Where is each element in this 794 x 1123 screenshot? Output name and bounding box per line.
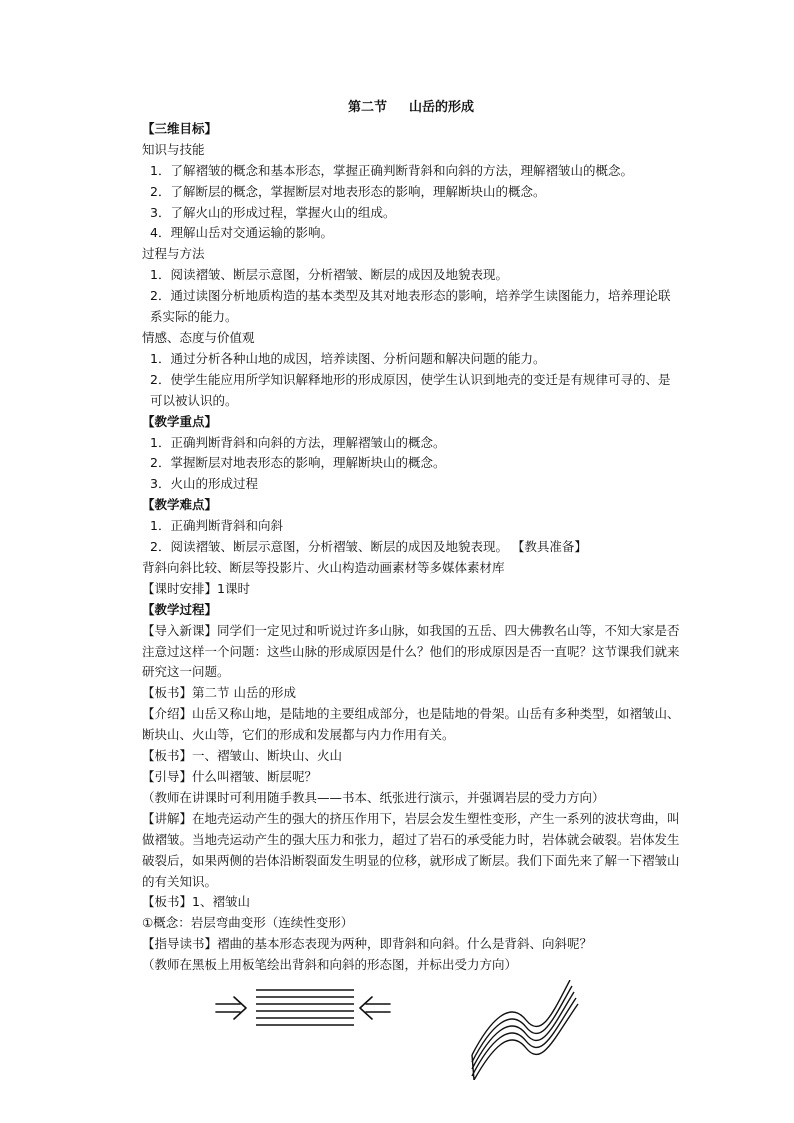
text-line: 【课时安排】1课时 [142,580,250,596]
document-body [142,98,680,976]
text-line: 2．通过读图分析地质构造的基本类型及其对地表形态的影响，培养学生读图能力，培养理论联系实际的能力。 [150,288,671,325]
fold-diagram [210,980,590,1080]
text-line: （教师在讲课时可利用随手教具——书本、纸张进行演示，并强调岩层的受力方向） [142,789,605,805]
folded-rock-layers [472,980,578,1080]
text-lines [142,119,680,976]
double-arrow-right-icon [216,997,246,1019]
text-line: 【引导】什么叫褶皱、断层呢？ [142,769,318,784]
section-name: 山岳的形成 [409,100,475,115]
text-line: 3．火山的形成过程 [150,476,258,492]
text-line: 【教学过程】 [142,601,218,617]
text-line: 2．了解断层的概念，掌握断层对地表形态的影响，理解断块山的概念。 [150,183,546,199]
text-line: 【教学重点】 [142,413,218,429]
text-line: 1．阅读褶皱、断层示意图，分析褶皱、断层的成因及地貌表现。 [150,267,508,283]
text-line: 1．正确判断背斜和向斜的方法，理解褶皱山的概念。 [150,434,446,450]
text-line: 【介绍】山岳又称山地，是陆地的主要组成部分，也是陆地的骨架。山岳有多种类型，如褶皱山、断块山、火山等，它们的形成和发展都与内力作用有关。 [142,706,680,743]
text-line: 【板书】一、褶皱山、断块山、火山 [142,748,343,764]
text-line: 4．理解山岳对交通运输的影响。 [150,225,333,241]
text-line: 1．通过分析各种山地的成因，培养读图、分析问题和解决问题的能力。 [150,350,546,366]
text-line: 【板书】1、褶皱山 [142,894,250,910]
horizontal-rock-layers [256,990,354,1025]
text-line: 【教学难点】 [142,497,218,513]
fold-diagram-svg [210,980,590,1080]
text-line: 【三维目标】 [142,120,218,136]
section-number: 第二节 [347,100,387,115]
text-line: 过程与方法 [142,246,205,262]
text-line: 1．了解褶皱的概念和基本形态，掌握正确判断背斜和向斜的方法，理解褶皱山的概念。 [150,162,633,178]
text-line: 【讲解】在地壳运动产生的强大的挤压作用下，岩层会发生塑性变形，产生一系列的波状弯曲，叫做褶皱。当地壳运动产生的强大压力和张力，超过了岩石的承受能力时，岩体就会破裂。岩体发生破裂后，如果两侧的岩体沿断裂面发生明显的位移，就形成了断层。我们下面先来了解一下褶皱山的有关知识。 [142,810,680,889]
text-line: 知识与技能 [142,141,205,157]
text-line: 【指导读书】褶曲的基本形态表现为两种，即背斜和向斜。什么是背斜、向斜呢？ [142,936,593,952]
text-line: 2．掌握断层对地表形态的影响，理解断块山的概念。 [150,455,446,471]
text-line: 背斜向斜比较、断层等投影片、火山构造动画素材等多媒体素材库 [142,559,505,575]
double-arrow-left-icon [360,997,390,1019]
text-line: 【板书】第二节 山岳的形成 [142,685,296,701]
text-line: （教师在黑板上用板笔绘出背斜和向斜的形态图，并标出受力方向） [142,957,518,973]
section-title [142,98,680,119]
text-line: ①概念：岩层弯曲变形（连续性变形） [142,915,354,931]
text-line: 2．阅读褶皱、断层示意图，分析褶皱、断层的成因及地貌表现。 【教具准备】 [150,539,587,555]
text-line: 3．了解火山的形成过程，掌握火山的组成。 [150,204,396,220]
text-line: 2．使学生能应用所学知识解释地形的形成原因，使学生认识到地壳的变迁是有规律可寻的、是可以被认识的。 [150,371,671,408]
text-line: 1．正确判断背斜和向斜 [150,518,283,534]
text-line: 情感、态度与价值观 [142,329,255,345]
text-line: 【导入新课】同学们一定见过和听说过许多山脉，如我国的五岳、四大佛教名山等，不知大家是否注意过这样一个问题：这些山脉的形成原因是什么？他们的形成原因是否一直呢？这节课我们就来研究这一问题。 [142,622,680,680]
